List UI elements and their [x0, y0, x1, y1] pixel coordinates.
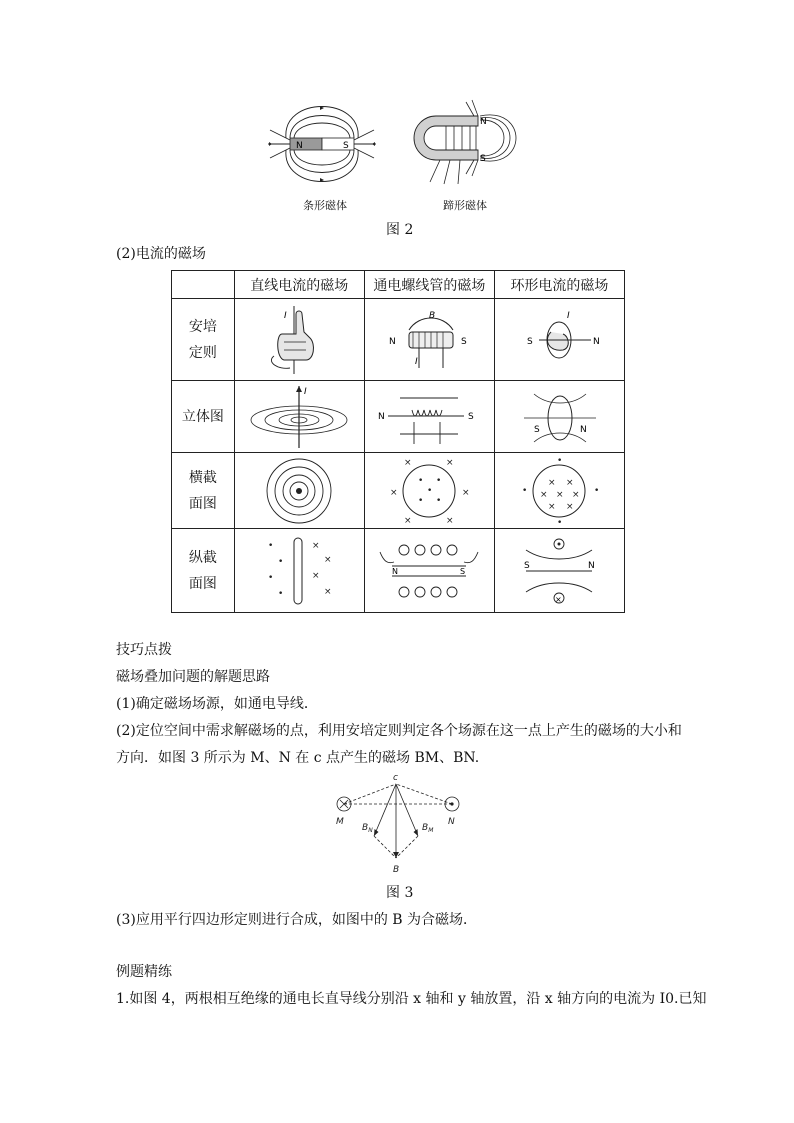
tips-heading: 技巧点拨 [116, 642, 172, 658]
example-line1: 1.如图 4，两根相互绝缘的通电长直导线分别沿 x 轴和 y 轴放置，沿 x 轴方向的电流为 I0.已知 [116, 991, 707, 1007]
svg-text:×: × [404, 515, 412, 526]
tips-step2-line1: (2)定位空间中需求解磁场的点，利用安培定则判定各个场源在这一点上产生的磁场的大小和 [116, 723, 682, 739]
svg-text:×: × [390, 487, 398, 498]
horseshoe-magnet-figure [400, 98, 530, 198]
current-field-table [171, 270, 625, 613]
label-B: B [393, 865, 400, 875]
table-header-row [172, 271, 625, 299]
solenoid-cross-figure [384, 455, 474, 527]
row-label-long: 纵截 面图 [172, 529, 235, 613]
loop-cross-figure [514, 455, 604, 527]
svg-text:×: × [540, 489, 548, 500]
svg-text:•: • [278, 556, 284, 567]
table-row [172, 299, 625, 381]
svg-text:×: × [404, 457, 412, 468]
svg-text:×: × [446, 515, 454, 526]
svg-text:•: • [268, 540, 274, 551]
label-M: M [336, 817, 344, 827]
svg-text:I: I [567, 310, 571, 321]
svg-text:S: S [461, 336, 468, 347]
svg-text:S: S [468, 411, 475, 422]
svg-text:•: • [436, 475, 442, 486]
solenoid-long-cell [364, 529, 494, 613]
figure3-caption: 图 3 [386, 885, 414, 901]
svg-text:•: • [594, 485, 600, 496]
svg-text:•: • [418, 495, 424, 506]
table-row [172, 381, 625, 453]
svg-text:×: × [462, 487, 470, 498]
solenoid-hand-icon [379, 304, 479, 376]
loop-hand-icon [509, 304, 609, 376]
loop-3d-cell [494, 381, 624, 453]
svg-text:×: × [555, 594, 563, 604]
svg-text:×: × [312, 570, 320, 581]
loop-long-cell [494, 529, 624, 613]
table-row [172, 529, 625, 613]
straight-long-figure [254, 532, 344, 610]
row-label-cross: 横截 面图 [172, 453, 235, 529]
svg-text:S: S [534, 424, 541, 435]
svg-text:×: × [548, 501, 556, 512]
solenoid-3d-figure [374, 384, 484, 450]
svg-text:S: S [460, 566, 466, 576]
svg-text:N: N [593, 336, 601, 347]
straight-long-cell [234, 529, 364, 613]
right-hand-grip-icon [254, 304, 344, 376]
svg-text:S: S [524, 560, 531, 571]
horseshoe-magnet-label: 蹄形磁体 [443, 199, 487, 212]
row-label-3d: 立体图 [172, 381, 235, 453]
section-title-current-field: (2)电流的磁场 [116, 246, 206, 262]
table-row [172, 453, 625, 529]
bar-magnet-label: 条形磁体 [303, 199, 347, 212]
svg-text:I: I [415, 356, 418, 367]
svg-text:•: • [557, 517, 563, 527]
straight-3d-figure [244, 384, 354, 450]
figure3-vector-diagram [330, 772, 470, 880]
svg-text:I: I [304, 386, 307, 397]
bar-s-pole: S [343, 141, 349, 151]
tips-subheading: 磁场叠加问题的解题思路 [116, 669, 270, 685]
solenoid-long-figure [374, 532, 484, 610]
table-header-straight: 直线电流的磁场 [234, 271, 364, 299]
svg-text:N: N [378, 411, 386, 422]
tips-step1: (1)确定磁场场源，如通电导线． [116, 696, 318, 712]
step3: (3)应用平行四边形定则进行合成，如图中的 B 为合磁场． [116, 912, 478, 928]
svg-text:×: × [556, 489, 564, 500]
svg-text:•: • [278, 588, 284, 599]
table-header-corner [172, 271, 235, 299]
straight-cross-cell [234, 453, 364, 529]
svg-text:•: • [427, 485, 433, 496]
loop-long-figure [504, 532, 614, 610]
svg-text:•: • [418, 475, 424, 486]
figure2-caption: 图 2 [386, 222, 414, 238]
svg-text:×: × [324, 586, 332, 597]
svg-text:×: × [446, 457, 454, 468]
loop-cross-cell [494, 453, 624, 529]
row-label-ampere: 安培 定则 [172, 299, 235, 381]
horseshoe-n-pole: N [480, 117, 487, 127]
straight-ampere-cell [234, 299, 364, 381]
straight-cross-figure [259, 455, 339, 527]
horseshoe-s-pole: S [480, 154, 486, 164]
table-header-loop: 环形电流的磁场 [494, 271, 624, 299]
svg-text:B: B [429, 310, 436, 321]
label-BM: $B_M$ [422, 823, 434, 834]
table-header-solenoid: 通电螺线管的磁场 [364, 271, 494, 299]
bar-magnet-figure [262, 98, 382, 198]
label-c: c [393, 773, 398, 783]
svg-text:•: • [268, 572, 274, 583]
svg-text:I: I [284, 310, 287, 321]
label-N: N [448, 817, 455, 827]
svg-text:N: N [588, 560, 596, 571]
loop-ampere-cell [494, 299, 624, 381]
svg-text:N: N [392, 566, 399, 576]
bar-n-pole: N [296, 141, 303, 151]
svg-text:×: × [566, 477, 574, 488]
solenoid-3d-cell [364, 381, 494, 453]
solenoid-ampere-cell [364, 299, 494, 381]
svg-text:N: N [580, 424, 588, 435]
svg-text:×: × [566, 501, 574, 512]
solenoid-cross-cell [364, 453, 494, 529]
svg-text:×: × [548, 477, 556, 488]
svg-text:×: × [312, 540, 320, 551]
tips-step2-line2: 方向．如图 3 所示为 M、N 在 c 点产生的磁场 BM、BN. [116, 750, 480, 766]
svg-text:×: × [324, 554, 332, 565]
label-BN: $B_N$ [362, 823, 373, 834]
svg-text:•: • [557, 455, 563, 466]
svg-text:×: × [572, 489, 580, 500]
svg-text:•: • [436, 495, 442, 506]
example-heading: 例题精练 [116, 964, 172, 980]
loop-3d-figure [504, 384, 614, 450]
svg-text:N: N [389, 336, 397, 347]
svg-text:•: • [522, 485, 528, 496]
straight-3d-cell [234, 381, 364, 453]
svg-text:S: S [527, 336, 534, 347]
